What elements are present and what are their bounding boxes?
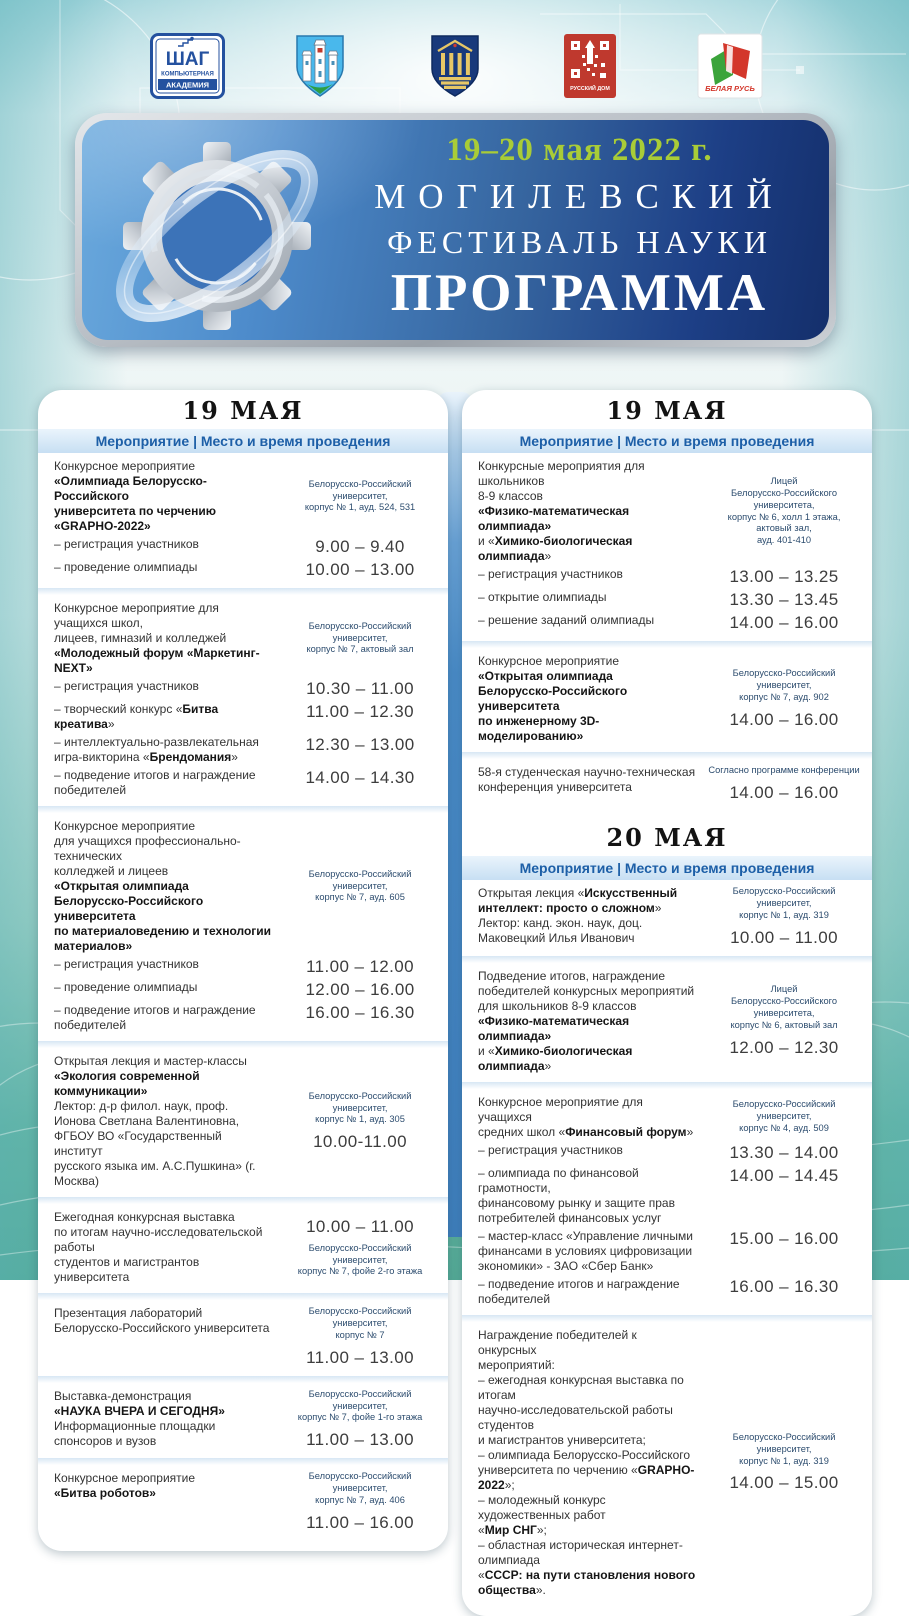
event-title (54, 459, 272, 534)
event-location-line: Белорусско-Российский университет, (732, 1431, 836, 1454)
event-item-text (54, 560, 272, 580)
event-title (478, 886, 696, 948)
event-title-line: Конкурсное мероприятие для учащихся школ, (54, 601, 219, 630)
event-item-text (478, 1166, 696, 1226)
event-time: 11.00 – 13.00 (306, 1347, 414, 1367)
event-item-line: – регистрация участников (478, 1142, 623, 1157)
event-location-line: Белорусско-Российский университет, (732, 1099, 836, 1122)
event-item-text (478, 613, 696, 633)
event-location-line: корпус № 1, ауд. 319 (739, 909, 829, 920)
event-row (38, 1383, 448, 1459)
event-item-time: 16.00 – 16.30 (305, 1003, 415, 1022)
event-info (700, 1095, 868, 1140)
event-title-line: по материаловедению и технологии (54, 924, 272, 938)
event-title-line: ФГБОУ ВО «Государственный институт (54, 1129, 222, 1158)
logo-shag-academy (150, 33, 225, 104)
event-location (708, 765, 859, 777)
event-item-line: – решение заданий олимпиады (478, 613, 655, 627)
event-item-text (54, 679, 272, 699)
event-item-time: 12.30 – 13.00 (305, 735, 415, 754)
event-info (700, 654, 868, 744)
event-title-line: Информационные площадки (54, 1418, 216, 1433)
event-location-line: корпус № 7, фойе 1-го этажа (297, 1412, 423, 1423)
event-location-line: Белорусско-Российский университет, (308, 1242, 412, 1265)
event-title-line: «Олимпиада Белорусско-Российского (54, 474, 207, 503)
event-title-line: интеллект: просто о сложном» (478, 900, 662, 915)
event-title (54, 1054, 272, 1189)
event-item-time: 9.00 – 9.40 (315, 537, 405, 556)
event-title-line: – областная историческая интернет-олимпиада (478, 1537, 683, 1567)
event-item-time: 14.00 – 14.30 (305, 768, 415, 787)
event-location-line: корпус № 7 (335, 1329, 385, 1340)
event-item-line: – подведение итогов и награждение (478, 1276, 680, 1291)
event-title-line: «СССР: на пути становления нового (478, 1567, 696, 1582)
event-info (700, 886, 868, 948)
event-title-line: по итогам научно-исследовательской работы (54, 1225, 263, 1254)
event-title-line: Конкурсные мероприятия для школьников (478, 459, 645, 488)
event-info (276, 459, 444, 534)
event-title-line: «Битва роботов» (54, 1486, 156, 1501)
event-time: 10.00 – 11.00 (730, 927, 838, 947)
event-item-time: 15.00 – 16.00 (729, 1228, 839, 1248)
event-info (700, 969, 868, 1074)
event-item-line: финансами в условиях цифровизации (478, 1243, 693, 1258)
event-info (276, 1054, 444, 1189)
event-info (276, 819, 444, 954)
event-item-line: победителей (478, 1291, 551, 1306)
event-location (704, 984, 864, 1032)
event-row (462, 1322, 872, 1606)
banner-title-city: МОГИЛЕВСКИЙ (374, 177, 785, 216)
event-title-line: – ежегодная конкурсная выставка по итогам (478, 1372, 684, 1402)
event-info (700, 1328, 868, 1598)
event-item-text (478, 567, 696, 587)
event-info (276, 1471, 444, 1533)
event-title-line: «Открытая олимпиада (478, 669, 613, 683)
event-info (276, 601, 444, 676)
day-header: 19 МАЯ (182, 396, 304, 425)
event-item-time: 11.00 – 12.00 (306, 957, 414, 976)
event-row (462, 963, 872, 1082)
row-divider (462, 956, 872, 963)
banner-date: 19–20 мая 2022 г. (446, 132, 713, 168)
event-time: 11.00 – 16.00 (306, 1513, 414, 1533)
event-info (700, 765, 868, 803)
event-title-line: Конкурсное мероприятие для учащихся (478, 1094, 643, 1124)
event-location (704, 886, 864, 922)
event-item-text (54, 1003, 272, 1033)
event-item-line: – проведение олимпиады (54, 980, 198, 994)
event-time: 14.00 – 16.00 (729, 782, 839, 802)
event-item-text (54, 537, 272, 557)
event-location (280, 1471, 440, 1507)
event-location-line: Белорусско-Российский университет, (308, 1306, 412, 1328)
column-header: Мероприятие | Место и время проведения (462, 856, 872, 880)
event-info (700, 459, 868, 564)
event-title (54, 1306, 272, 1368)
event-location-line: корпус № 1, ауд. 305 (315, 1114, 405, 1125)
event-title-line: материалов» (54, 939, 133, 953)
event-time: 10.00-11.00 (313, 1132, 407, 1152)
event-title (54, 1210, 272, 1285)
event-title (54, 601, 272, 676)
day-header: 20 МАЯ (606, 822, 728, 852)
event-title-line: Ионова Светлана Валентиновна, (54, 1114, 240, 1128)
event-title-line: Конкурсное мероприятие (54, 819, 196, 833)
event-item-time: 10.00 – 13.00 (305, 560, 415, 579)
event-title-line: и магистрантов университета; (478, 1432, 646, 1447)
event-title-line: лицеев, гимназий и колледжей (54, 631, 227, 645)
event-location (704, 476, 864, 547)
event-title (478, 969, 696, 1074)
event-location-line: корпус № 6, актовый зал (730, 1019, 838, 1030)
event-title-line: Открытая лекция и мастер-классы (54, 1054, 247, 1068)
event-time: 11.00 – 13.00 (306, 1430, 414, 1450)
event-time: 10.00 – 11.00 (306, 1216, 414, 1236)
schedule-column-left (38, 390, 448, 1551)
event-location (280, 869, 440, 905)
row-divider (38, 1458, 448, 1465)
event-location-line: Белорусско-Российский университет, (308, 1090, 412, 1113)
event-row (462, 759, 872, 811)
event-location (704, 1432, 864, 1468)
event-title-line: 8-9 классов (478, 489, 543, 503)
event-title-line: Открытая лекция «Искусственный (478, 885, 678, 900)
event-item-line: – мастер-класс «Управление личными (478, 1228, 693, 1243)
shag-logo-bar-text: АКАДЕМИЯ (165, 80, 210, 90)
event-item-line: победителей (54, 783, 127, 797)
event-title-line: 58-я студенческая научно-техническая (478, 765, 696, 779)
row-divider (462, 1315, 872, 1322)
logo-russky-dom (563, 33, 617, 104)
event-title (478, 654, 696, 744)
event-location (280, 1243, 440, 1279)
banner-title-festival: ФЕСТИВАЛЬ НАУКИ (387, 224, 772, 260)
event-title-line: «Мир СНГ»; (478, 1522, 547, 1537)
event-title (478, 765, 696, 803)
event-title (54, 1389, 272, 1451)
event-title-line: Конкурсное мероприятие (54, 459, 196, 473)
event-item-line: финансовому рынку и защите прав (478, 1195, 675, 1210)
event-location-line: корпус № 7, ауд. 605 (315, 892, 405, 903)
event-item-line: – открытие олимпиады (478, 590, 607, 604)
event-item-text (478, 1229, 696, 1274)
event-item-text (54, 957, 272, 977)
event-row (38, 595, 448, 806)
event-item-line: – подведение итогов и награждение (54, 1003, 256, 1017)
event-item-line: – олимпиада по финансовой грамотности, (478, 1165, 639, 1195)
event-row (462, 453, 872, 641)
event-title-line: «Экология современной коммуникации» (54, 1069, 200, 1098)
event-row (462, 648, 872, 752)
event-time: 12.00 – 12.30 (729, 1037, 839, 1057)
event-location-line: корпус № 7, фойе 2-го этажа (297, 1266, 423, 1277)
event-location (280, 1389, 440, 1425)
event-item-text (54, 980, 272, 1000)
event-location (280, 479, 440, 515)
event-item-line: – регистрация участников (478, 567, 623, 581)
event-row (38, 1204, 448, 1293)
event-title-line: победителей конкурсных мероприятий (478, 983, 695, 998)
event-title-line: средних школ «Финансовый форум» (478, 1124, 694, 1139)
event-item-time: 13.30 – 13.45 (729, 590, 839, 609)
event-info (276, 1306, 444, 1368)
event-title-line: для школьников 8-9 классов (478, 998, 637, 1013)
event-location-line: корпус № 7, ауд. 406 (315, 1495, 405, 1506)
event-title-line: общества». (478, 1582, 546, 1597)
event-title (54, 819, 272, 954)
event-time: 14.00 – 15.00 (729, 1473, 839, 1493)
event-title-line: спонсоров и вузов (54, 1433, 157, 1448)
event-location-line: Белорусско-Российский университет, (732, 668, 836, 691)
event-title-line: – молодежный конкурс художественных работ (478, 1492, 606, 1522)
schedule-column-right (462, 390, 872, 1616)
event-item-line: – творческий конкурс «Битва креатива» (54, 702, 219, 731)
event-title-line: мероприятий: (478, 1357, 555, 1372)
event-location-line: Лицей (770, 984, 798, 995)
event-row (38, 1300, 448, 1376)
festival-banner-inner (82, 120, 829, 340)
event-title-line: Конкурсное мероприятие (54, 1471, 196, 1486)
event-location-line: Белорусско-Российский университет, (308, 478, 412, 501)
event-location (704, 668, 864, 704)
event-title-line: «Физико-математическая олимпиада» (478, 1013, 630, 1043)
gear-emblem-icon (92, 124, 342, 346)
event-item-time: 12.00 – 16.00 (305, 980, 415, 999)
event-item-line: игра-викторина «Брендомания» (54, 750, 238, 764)
event-title-line: Лектор: д-р филол. наук, проф. (54, 1099, 229, 1113)
event-row (38, 1048, 448, 1197)
partner-logos-row (0, 33, 909, 103)
event-title-line: и «Химико-биологическая олимпиада» (478, 1043, 633, 1073)
event-title-line: колледжей и лицеев (54, 864, 169, 878)
climber-icon (190, 37, 194, 41)
event-title-line: Белорусско-Российского университета (54, 894, 204, 923)
event-item-text (54, 768, 272, 798)
event-item-line: – подведение итогов и награждение (54, 768, 256, 782)
event-item-time: 14.00 – 16.00 (729, 613, 839, 632)
day-header: 19 МАЯ (606, 396, 728, 425)
event-title-line: студентов и магистрантов университета (54, 1255, 200, 1284)
event-title-line: Подведение итогов, награждение (478, 968, 666, 983)
event-item-time: 13.00 – 13.25 (729, 567, 839, 586)
event-title-line: «Физико-математическая олимпиада» (478, 504, 630, 533)
event-time: 14.00 – 16.00 (729, 709, 839, 729)
event-title-line: научно-исследовательской работы студентов (478, 1402, 673, 1432)
row-divider (38, 1041, 448, 1048)
event-location (280, 1091, 440, 1127)
event-location-line: актовый зал, (756, 523, 812, 534)
event-item-text (54, 735, 272, 765)
row-divider (38, 1197, 448, 1204)
event-location-line: Белорусско-Российского университета, (731, 487, 838, 510)
event-title-line: «НАУКА ВЧЕРА И СЕГОДНЯ» (54, 1403, 225, 1418)
event-item-line: – регистрация участников (54, 957, 199, 971)
event-title-line: Ежегодная конкурсная выставка (54, 1210, 235, 1224)
row-divider (38, 1293, 448, 1300)
event-title (54, 1471, 272, 1533)
row-divider (38, 588, 448, 595)
event-row (38, 813, 448, 1041)
event-location-line: Белорусско-Российского университета, (731, 996, 838, 1019)
banner-text-block (344, 132, 815, 323)
festival-banner (75, 113, 836, 347)
event-title-line: Награждение победителей к онкурсных (478, 1327, 637, 1357)
event-location-line: Белорусско-Российский университет, (308, 868, 412, 891)
row-divider (462, 641, 872, 648)
event-title-line: Презентация лабораторий (54, 1306, 203, 1320)
event-location (280, 621, 440, 657)
event-item-line: победителей (54, 1018, 127, 1032)
event-title (478, 1328, 696, 1598)
event-item-time: 16.00 – 16.30 (729, 1276, 839, 1296)
event-title (478, 1095, 696, 1140)
event-row (462, 1089, 872, 1315)
shag-logo-subtext: КОМПЬЮТЕРНАЯ (161, 71, 214, 78)
event-item-text (54, 702, 272, 732)
event-title-line: Белорусско-Российского университета (54, 1321, 270, 1335)
event-title-line: Лектор: канд. экон. наук, доц. (478, 915, 643, 930)
event-title-line: университета по черчению «GRAPHO-2022» (54, 504, 216, 533)
event-location-line: корпус № 7, ауд. 902 (739, 691, 829, 702)
event-location-line: корпус № 6, холл 1 этажа, (727, 511, 841, 522)
column-header: Мероприятие | Место и время проведения (38, 429, 448, 453)
event-title (478, 459, 696, 564)
row-divider (38, 1376, 448, 1383)
column-header: Мероприятие | Место и время проведения (462, 429, 872, 453)
event-title-line: Маковецкий Илья Иванович (478, 930, 635, 945)
event-location-line: Белорусско-Российский университет, (732, 885, 836, 908)
event-item-text (478, 590, 696, 610)
event-item-line: – регистрация участников (54, 537, 199, 551)
event-item-time: 10.30 – 11.00 (306, 679, 414, 698)
event-info (276, 1389, 444, 1451)
belaya-rus-caption: БЕЛАЯ РУСЬ (705, 84, 755, 93)
logo-mogilev-region-arms (428, 33, 482, 104)
event-info (276, 1210, 444, 1285)
event-row (462, 880, 872, 956)
event-location (704, 1099, 864, 1135)
event-title-line: Конкурсное мероприятие (478, 654, 620, 668)
row-divider (38, 806, 448, 813)
event-title-line: Белорусско-Российского университета (478, 684, 628, 713)
event-location-line: Белорусско-Российский университет, (308, 1471, 412, 1494)
event-item-line: – регистрация участников (54, 679, 199, 693)
event-item-line: потребителей финансовых услуг (478, 1210, 662, 1225)
event-row (38, 453, 448, 588)
event-location-line: корпус № 1, ауд. 524, 531 (304, 502, 416, 513)
event-item-line: экономики» - ЗАО «Сбер Банк» (478, 1258, 654, 1273)
event-title-line: по инженерному 3D-моделированию» (478, 714, 600, 743)
event-title-line: университета по черчению «GRAPHO-2022»; (478, 1462, 695, 1492)
event-item-line: – интеллектуально-развлекательная (54, 735, 259, 749)
russky-dom-caption: РУССКИЙ ДОМ (570, 86, 610, 92)
event-item-time: 13.30 – 14.00 (729, 1142, 839, 1162)
event-location (280, 1306, 440, 1342)
event-location-line: Лицей (770, 475, 798, 486)
event-location-line: корпус № 4, ауд. 509 (739, 1123, 829, 1133)
event-title-line: конференция университета (478, 780, 632, 794)
event-title-line: «Молодежный форум «Маркетинг-NEXT» (54, 646, 260, 675)
shag-logo-text: ШАГ (165, 49, 210, 70)
event-location-line: ауд. 401-410 (756, 535, 812, 546)
banner-title-program: ПРОГРАММА (390, 264, 769, 322)
event-title-line: «Открытая олимпиада (54, 879, 189, 893)
event-item-text (478, 1143, 696, 1163)
event-title-line: и «Химико-биологическая олимпиада» (478, 534, 633, 563)
event-location-line: Белорусско-Российский университет, (308, 620, 412, 643)
row-divider (462, 752, 872, 759)
event-title-line: – олимпиада Белорусско-Российского (478, 1447, 691, 1462)
event-item-line: – проведение олимпиады (54, 560, 198, 574)
event-title-line: Выставка-демонстрация (54, 1388, 192, 1403)
event-location-line: Белорусско-Российский университет, (308, 1388, 412, 1411)
event-location-line: корпус № 1, ауд. 319 (739, 1455, 829, 1466)
event-title-line: для учащихся профессионально-технических (54, 834, 241, 863)
logo-belaya-rus (697, 33, 763, 104)
event-location-line: Согласно программе конференции (708, 765, 860, 775)
event-location-line: корпус № 7, актовый зал (306, 644, 414, 655)
event-row (38, 1465, 448, 1541)
logo-mogilev-city-arms (293, 33, 347, 104)
event-item-time: 11.00 – 12.30 (306, 702, 414, 721)
event-item-text (478, 1277, 696, 1307)
row-divider (462, 1082, 872, 1089)
event-item-time: 14.00 – 14.45 (729, 1165, 839, 1185)
event-title-line: русского языка им. А.С.Пушкина» (г. Москва) (54, 1159, 256, 1188)
